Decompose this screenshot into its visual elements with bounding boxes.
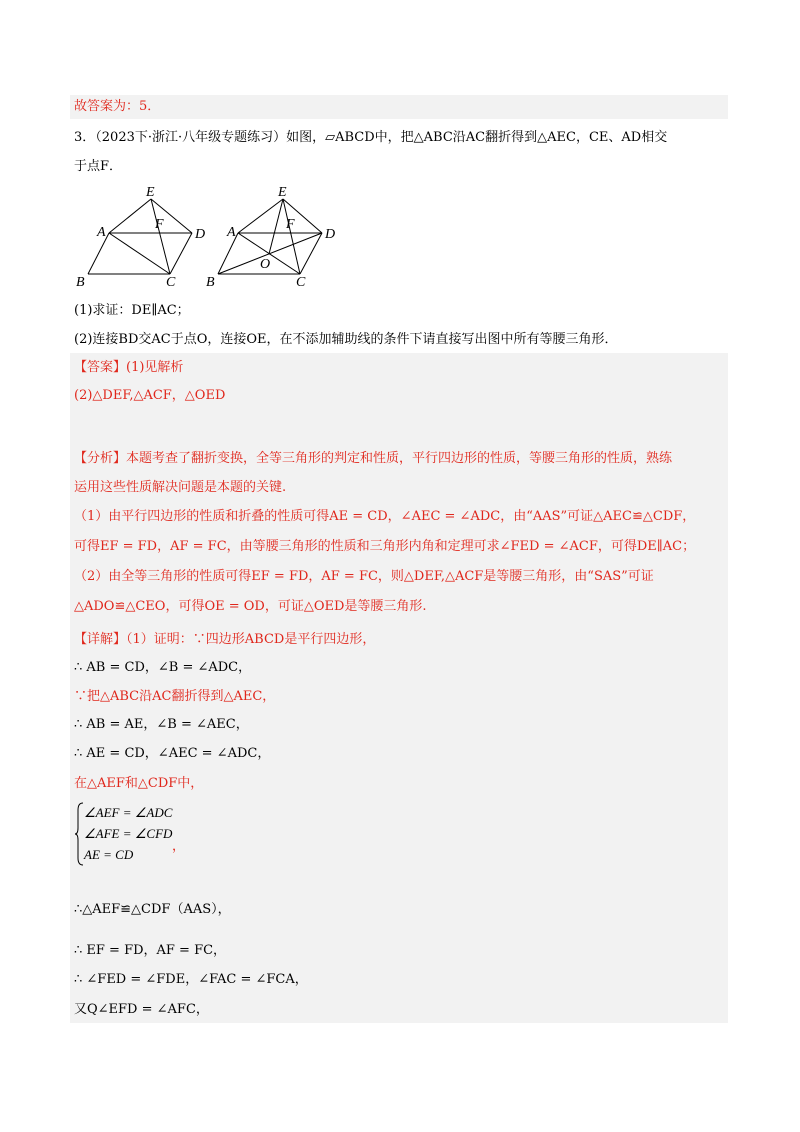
detail-line-7: ∴△AEF≌△CDF（AAS），: [74, 902, 231, 917]
problem-line-1: 3．（2023下·浙江·八年级专题练习）如图，▱ABCD中，把△ABC沿AC翻折得到△AEC，CE、AD相交: [74, 130, 668, 145]
question-1: (1)求证：DE∥AC；: [74, 303, 190, 318]
detail-line-4: ∴ AB = AE，∠B = ∠AEC，: [74, 717, 249, 732]
brace-icon: [74, 802, 84, 866]
fig2-label-O: O: [260, 257, 271, 272]
equation-system: [74, 802, 194, 866]
analysis-line-6: △ADO≌△CEO，可得OE = OD，可证△OED是等腰三角形.: [74, 599, 427, 614]
detail-line-2: ∴ AB = CD，∠B = ∠ADC，: [74, 660, 252, 675]
fig1-label-B: B: [76, 275, 85, 290]
analysis-line-4: 可得EF = FD，AF = FC，由等腰三角形的性质和三角形内角和定理可求∠FED = ∠ACF，可得DE∥AC；: [74, 539, 696, 554]
fig2-label-F: F: [286, 217, 295, 232]
previous-answer: 故答案为：5．: [74, 99, 161, 114]
detail-line-8: ∴ EF = FD，AF = FC，: [74, 943, 227, 958]
fig1-label-C: C: [166, 275, 176, 290]
analysis-line-2: 运用这些性质解决问题是本题的关键.: [74, 480, 287, 495]
fig2-label-A: A: [227, 225, 236, 240]
geometry-figures: [60, 182, 360, 294]
detail-line-9: ∴ ∠FED = ∠FDE，∠FAC = ∠FCA，: [74, 972, 308, 987]
fig1-label-D: D: [195, 227, 206, 242]
detail-line-5: ∴ AE = CD，∠AEC = ∠ADC，: [74, 746, 271, 761]
system-eq-1: ∠AEF = ∠ADC: [84, 805, 173, 820]
detail-line-10: 又Q∠EFD = ∠AFC，: [74, 1002, 209, 1017]
question-2: (2)连接BD交AC于点O，连接OE，在不添加辅助线的条件下请直接写出图中所有等腰三角形．: [74, 332, 618, 347]
fig2-label-E: E: [278, 185, 287, 200]
fig1-label-A: A: [97, 225, 106, 240]
detail-line-6: 在△AEF和△CDF中，: [74, 776, 204, 791]
fig2-label-C: C: [296, 275, 306, 290]
fig1-label-E: E: [146, 185, 155, 200]
answer-line-1: 【答案】(1)见解析: [74, 360, 184, 375]
problem-line-2: 于点F．: [74, 159, 123, 174]
system-eq-2: ∠AFE = ∠CFD: [84, 826, 173, 841]
fig1-label-F: F: [155, 217, 164, 232]
system-end: ，: [172, 839, 186, 854]
system-eq-3: AE = CD: [84, 847, 134, 862]
answer-shade-top: [70, 95, 728, 119]
fig2-label-B: B: [206, 275, 215, 290]
detail-line-3: ∵把△ABC沿AC翻折得到△AEC，: [74, 689, 276, 704]
answer-line-2: (2)△DEF,△ACF，△OED: [74, 388, 226, 403]
analysis-line-1: 【分析】本题考查了翻折变换，全等三角形的判定和性质，平行四边形的性质，等腰三角形的性质，熟练: [74, 451, 673, 466]
detail-line-1: 【详解】（1）证明：∵四边形ABCD是平行四边形，: [74, 632, 376, 647]
analysis-line-5: （2）由全等三角形的性质可得EF = FD，AF = FC，则△DEF,△ACF是等腰三角形，由“SAS”可证: [74, 569, 654, 584]
analysis-line-3: （1）由平行四边形的性质和折叠的性质可得AE = CD，∠AEC = ∠ADC，由“AAS”可证△AEC≌△CDF，: [74, 509, 696, 524]
fig2-label-D: D: [325, 227, 336, 242]
